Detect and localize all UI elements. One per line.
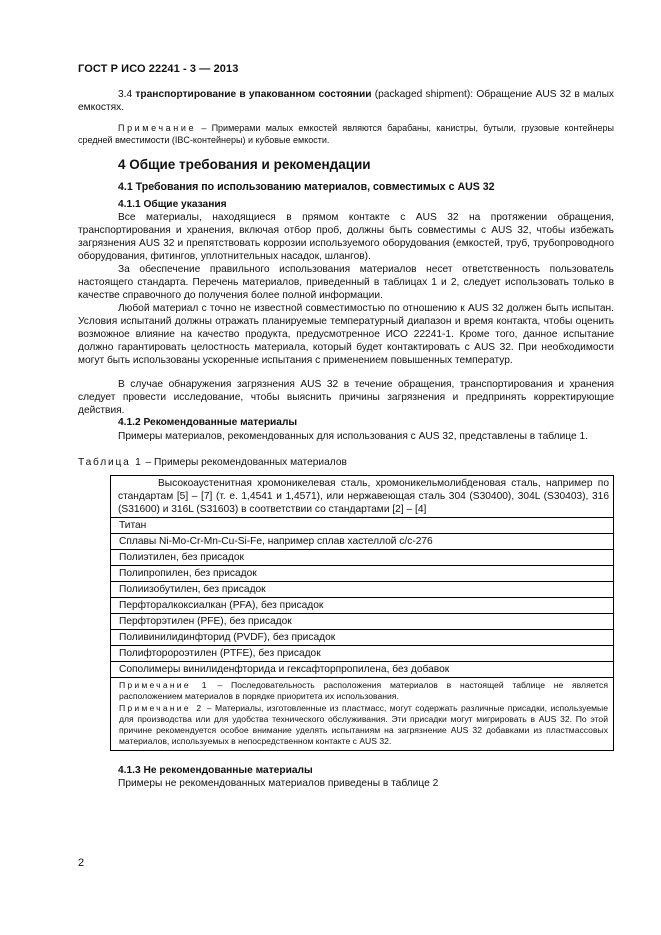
table-row <box>111 534 614 550</box>
table-cell: Полиизобутилен, без присадок <box>111 582 614 598</box>
section-3-4-paragraph <box>78 88 614 114</box>
section-4-1-1-paragraph-2: За обеспечение правильного использования материалов несет ответственность пользователь настоящего стандарта. Перечень материалов, приведенный в таблицах 1 и 2, следует использовать только в качестве справочного до получения более полной информации. <box>78 264 614 301</box>
section-4-1-1-heading: 4.1.1 Общие указания <box>118 199 227 210</box>
table-row <box>111 476 614 518</box>
section-3-4-definition: (packaged shipment): Обращение AUS 32 в малых емкостях. <box>78 89 614 113</box>
section-4-1-2-paragraph: Примеры материалов, рекомендованных для использования с AUS 32, представлены в таблице 1. <box>118 431 588 442</box>
section-4-heading: 4 Общие требования и рекомендации <box>118 157 371 172</box>
table-1-title: – Примеры рекомендованных материалов <box>142 457 347 468</box>
table-1 <box>110 475 614 751</box>
table-cell: Полифторороэтилен (PTFE), без присадок <box>111 646 614 662</box>
table-cell: Полипропилен, без присадок <box>111 566 614 582</box>
table-row <box>111 630 614 646</box>
table-notes-cell <box>111 678 614 751</box>
section-4-1-2-heading: 4.1.2 Рекомендованные материалы <box>118 417 298 428</box>
table-notes-row <box>111 678 614 751</box>
note-text: – Примерами малых емкостей являются барабаны, канистры, бутыли, грузовые контейнеры средней вместимости (IBC-контейнеры) и кубовые емкости. <box>78 123 614 145</box>
table-note-2-text: – Материалы, изготовленные из пластмасс, могут содержать различные присадки, используемые для производства или для удобства технического обслуживания. Эти присадки могут мигрировать в AUS 32. По этой причине рекомендуется особое внимание уделять испытаниям на загрязнение AUS 32 добавками из пластмассовых материалов, используемых в непосредственном контакте с AUS 32. <box>119 703 608 746</box>
table-cell: Титан <box>111 518 614 534</box>
section-3-4-term: транспортирование в упакованном состоянии <box>135 89 372 100</box>
table-row <box>111 550 614 566</box>
section-3-4-number: 3.4 <box>118 89 133 100</box>
section-4-1-1-paragraph-4: В случае обнаружения загрязнения AUS 32 в течение обращения, транспортирования и хранения следует провести исследование, чтобы выяснить причины загрязнения и предпринять корректирующие действия. <box>78 379 614 416</box>
table-row <box>111 614 614 630</box>
table-row <box>111 646 614 662</box>
table-row <box>111 662 614 678</box>
table-note-2-label: Примечание 2 <box>119 703 204 713</box>
table-cell: Полиэтилен, без присадок <box>111 550 614 566</box>
page-number: 2 <box>78 857 85 869</box>
document-header: ГОСТ Р ИСО 22241 - 3 — 2013 <box>78 63 239 75</box>
table-1-caption <box>78 457 347 468</box>
section-4-1-1-paragraph-1: Все материалы, находящиеся в прямом контакте с AUS 32 на протяжении обращения, транспортирования и хранения, включая отбор проб, должны быть совместимы с AUS 32, чтобы избежать загрязнения AUS 32 и препятствовать коррозии используемого оборудования (емкостей, труб, трубопроводного оборудования, фитингов, уплотнительных насадок, шлангов). <box>78 212 614 262</box>
table-cell: Сополимеры винилиденфторида и гексафторпропилена, без добавок <box>111 662 614 678</box>
section-4-1-1-paragraph-3: Любой материал с точно не известной совместимостью по отношению к AUS 32 должен быть испытан. Условия испытаний должны отражать планируемые температурный диапазон и время контакта, чтобы оценить возможное влияние на качество продукта, предусмотренное ИСО 22241-1. Кроме того, данное испытание должно гарантировать целостность материала, который будет контактировать с AUS 32. При необходимости могут быть использованы ускоренные испытания с применением повышенных температур. <box>78 303 614 366</box>
table-cell: Сплавы Ni-Mo-Cr-Mn-Cu-Si-Fe, например сплав хастеллой с/с-276 <box>111 534 614 550</box>
table-note-1-text: – Последовательность расположения материалов в настоящей таблице не является расположением материалов в порядке приоритета их использования. <box>119 680 609 701</box>
table-note-1-label: Примечание 1 <box>119 680 209 690</box>
note-label: Примечание <box>118 123 197 133</box>
table-cell: Поливинилидинфторид (PVDF), без присадок <box>111 630 614 646</box>
table-1-label: Таблица 1 <box>78 457 143 468</box>
table-cell: Перфторэтилен (PFE), без присадок <box>111 614 614 630</box>
table-row <box>111 566 614 582</box>
table-row <box>111 582 614 598</box>
table-row <box>111 598 614 614</box>
table-cell: Высокоаустенитная хромоникелевая сталь, хромоникельмолибденовая сталь, например по стандартам [5] – [7] (т. е. 1,4541 и 1,4571), или нержавеющая сталь 304 (S30400), 304L (S30403), 316 (S31600) и 316L (S31603) в соответствии со стандартами [2] – [4] <box>111 476 614 518</box>
section-4-1-heading: 4.1 Требования по использованию материалов, совместимых с AUS 32 <box>118 181 495 193</box>
table-note-2 <box>119 703 608 747</box>
section-4-1-3-heading: 4.1.3 Не рекомендованные материалы <box>118 765 313 776</box>
table-cell: Перфторалкоксиалкан (PFA), без присадок <box>111 598 614 614</box>
table-row <box>111 518 614 534</box>
section-4-1-3-paragraph: Примеры не рекомендованных материалов приведены в таблице 2 <box>118 778 439 789</box>
table-note-1 <box>119 680 608 702</box>
section-3-4-note <box>78 122 614 146</box>
